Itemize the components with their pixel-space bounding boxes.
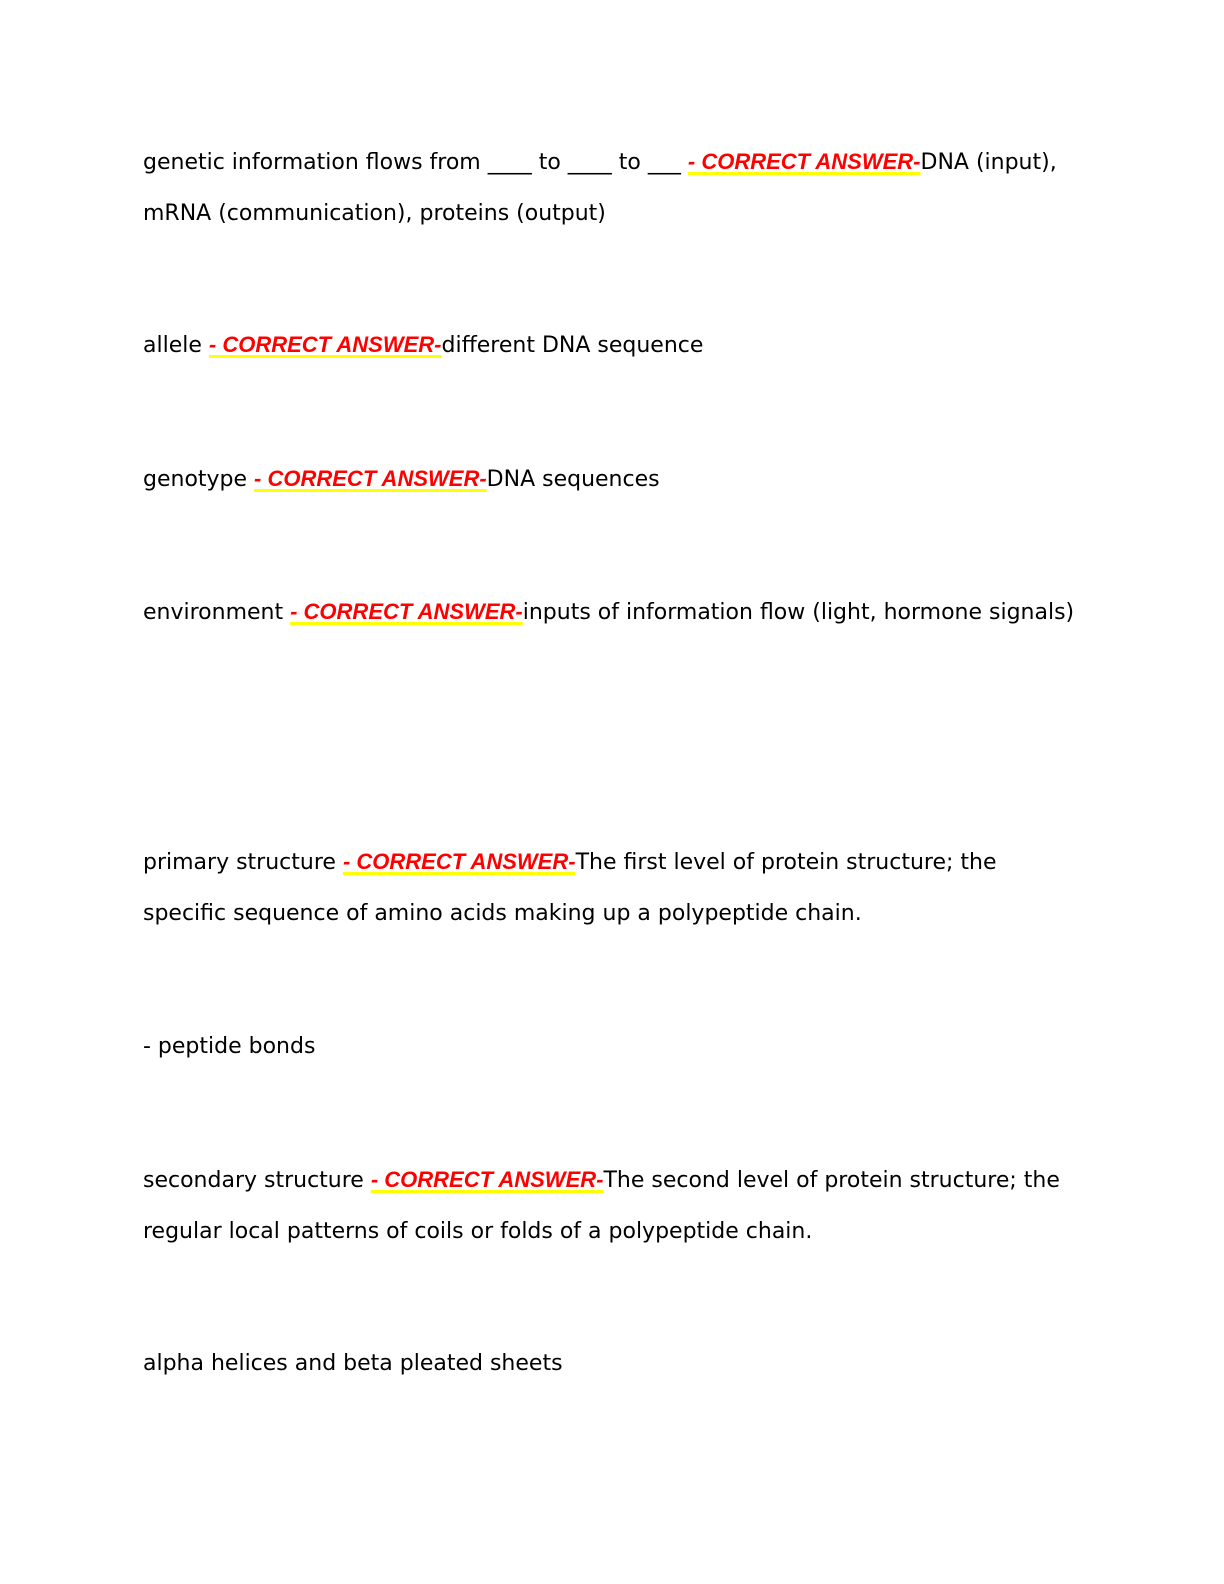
term-text: genetic information flows from ____ to ____ to ___ bbox=[143, 150, 688, 175]
answer-text: DNA (input), mRNA (communication), proteins (output) bbox=[143, 150, 1057, 226]
qa-entry-genotype bbox=[143, 453, 1083, 505]
answer-text: inputs of information flow (light, hormone signals) bbox=[522, 600, 1075, 625]
qa-entry-primary-structure bbox=[143, 836, 1083, 939]
note-alpha-beta: alpha helices and beta pleated sheets bbox=[143, 1351, 563, 1376]
answer-text: The first level of protein structure; the specific sequence of amino acids making up a polypeptide chain. bbox=[143, 850, 997, 926]
correct-answer-separator: - CORRECT ANSWER- bbox=[208, 332, 442, 357]
term-text: environment bbox=[143, 600, 291, 625]
qa-entry-genetic-information-flow bbox=[143, 136, 1083, 239]
answer-text: The second level of protein structure; the regular local patterns of coils or folds of a polypeptide chain. bbox=[143, 1168, 1060, 1244]
qa-entry-secondary-structure bbox=[143, 1154, 1083, 1257]
correct-answer-separator: - CORRECT ANSWER- bbox=[370, 1167, 604, 1192]
correct-answer-separator: - CORRECT ANSWER- bbox=[254, 466, 487, 491]
answer-text: DNA sequences bbox=[486, 467, 660, 492]
correct-answer-separator: - CORRECT ANSWER- bbox=[687, 149, 921, 174]
term-text: secondary structure bbox=[143, 1168, 371, 1193]
term-text: genotype bbox=[143, 467, 255, 492]
qa-entry-allele bbox=[143, 319, 1083, 371]
note-peptide-bonds: - peptide bonds bbox=[143, 1034, 316, 1059]
answer-text: different DNA sequence bbox=[441, 333, 704, 358]
term-text: allele bbox=[143, 333, 209, 358]
term-text: primary structure bbox=[143, 850, 343, 875]
qa-entry-environment bbox=[143, 586, 1083, 638]
correct-answer-separator: - CORRECT ANSWER- bbox=[290, 599, 523, 624]
correct-answer-separator: - CORRECT ANSWER- bbox=[342, 849, 576, 874]
